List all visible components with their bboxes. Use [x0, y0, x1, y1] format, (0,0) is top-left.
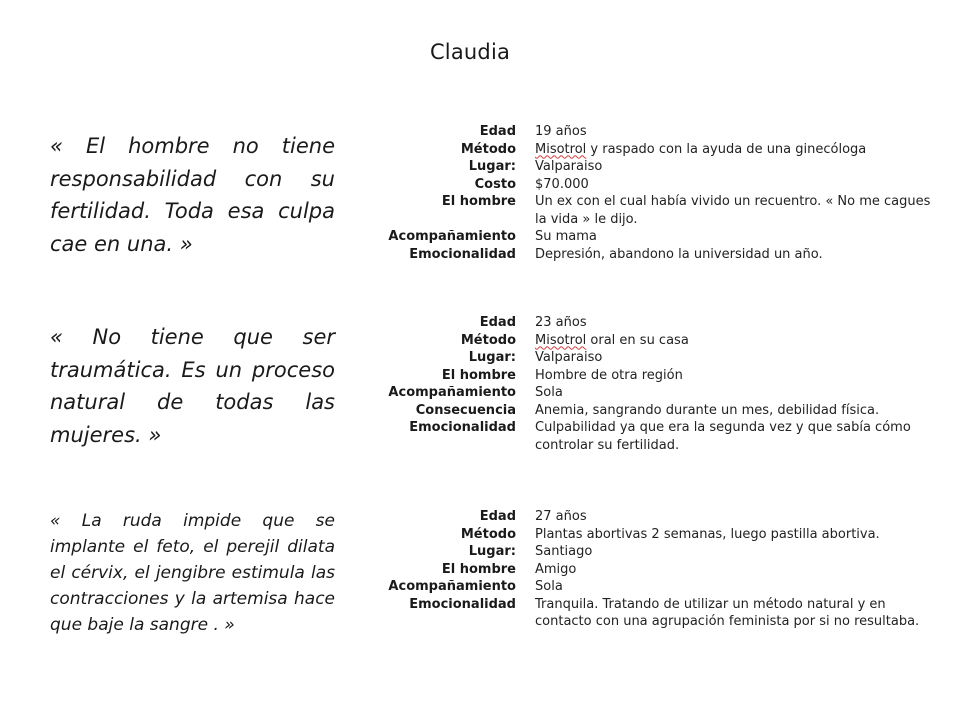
field-label: Acompañamiento [388, 579, 516, 594]
field-label: Lugar: [468, 159, 516, 174]
field-value: Sola [535, 385, 563, 400]
profile-row [380, 228, 940, 246]
field-value [535, 141, 940, 159]
profile-row [380, 419, 940, 454]
quote-1: « El hombre no tiene responsabilidad con su fertilidad. Toda esa culpa cae en una. » [50, 134, 335, 256]
field-label: Edad [479, 315, 516, 330]
profile-row [380, 246, 940, 264]
field-value: Anemia, sangrando durante un mes, debilidad física. [535, 402, 880, 418]
field-value: 19 años [535, 124, 587, 139]
profile-row [380, 314, 940, 332]
field-label: Emocionalidad [409, 420, 516, 435]
field-value: $70.000 [535, 176, 589, 192]
profile-2 [380, 314, 940, 454]
field-value: Culpabilidad ya que era la segunda vez y que sabía cómo controlar su fertilidad. [535, 420, 911, 453]
profile-row [380, 123, 940, 141]
profile-row [380, 561, 940, 579]
field-label: Costo [474, 176, 516, 192]
field-label: Método [460, 526, 516, 542]
field-value: Un ex con el cual había vivido un recuentro. « No me cagues la vida » le dijo. [535, 194, 931, 227]
field-label: Edad [479, 124, 516, 139]
quote-2: « No tiene que ser traumática. Es un proceso natural de todas las mujeres. » [50, 325, 335, 447]
field-value-rest: oral en su casa [586, 332, 689, 348]
field-label: El hombre [441, 561, 516, 577]
field-label: El hombre [441, 194, 516, 209]
profile-1 [380, 123, 940, 263]
misspelled-word[interactable]: Misotrol [535, 332, 587, 348]
field-label: Método [460, 141, 516, 157]
field-value: Santiago [535, 544, 593, 559]
field-label: Emocionalidad [409, 596, 516, 612]
field-label: Acompañamiento [388, 385, 516, 400]
profile-row [380, 508, 940, 526]
profile-row [380, 332, 940, 350]
profile-row [380, 578, 940, 596]
field-label: Acompañamiento [388, 229, 516, 244]
field-value: 27 años [535, 509, 587, 524]
field-label: Emocionalidad [409, 246, 516, 262]
field-value: Sola [535, 579, 563, 594]
profile-row [380, 158, 940, 176]
profile-row [380, 141, 940, 159]
profile-row [380, 526, 940, 544]
field-value: Hombre de otra región [535, 367, 683, 383]
field-label: Lugar: [468, 544, 516, 559]
profile-row [380, 367, 940, 385]
page-title: Claudia [429, 40, 511, 64]
field-value: Su mama [535, 229, 597, 244]
profile-row [380, 543, 940, 561]
field-label: El hombre [441, 367, 516, 383]
field-value-rest: y raspado con la ayuda de una ginecóloga [586, 141, 867, 157]
field-label: Lugar: [468, 350, 516, 365]
field-label: Edad [479, 509, 516, 524]
profile-row [380, 402, 940, 420]
profile-row [380, 349, 940, 367]
misspelled-word[interactable]: Misotrol [535, 141, 587, 157]
field-label: Método [460, 332, 516, 348]
field-value: Depresión, abandono la universidad un año. [535, 246, 823, 262]
quote-3: « La ruda impide que se implante el feto, el perejil dilata el cérvix, el jengibre estimula las contracciones y la artemisa hace que baje la sangre . » [50, 511, 335, 635]
field-value [535, 332, 940, 350]
field-value: Plantas abortivas 2 semanas, luego pastilla abortiva. [535, 526, 880, 542]
field-value: 23 años [535, 315, 587, 330]
field-label: Consecuencia [415, 402, 516, 418]
profile-row [380, 193, 940, 228]
profile-row [380, 596, 940, 631]
profile-row [380, 176, 940, 194]
field-value: Amigo [535, 561, 577, 577]
field-value: Tranquila. Tratando de utilizar un método natural y en contacto con una agrupación feminista por si no resultaba. [535, 596, 920, 629]
profile-row [380, 384, 940, 402]
profile-3 [380, 508, 940, 631]
field-value: Valparaiso [535, 350, 603, 365]
field-value: Valparaiso [535, 159, 603, 174]
